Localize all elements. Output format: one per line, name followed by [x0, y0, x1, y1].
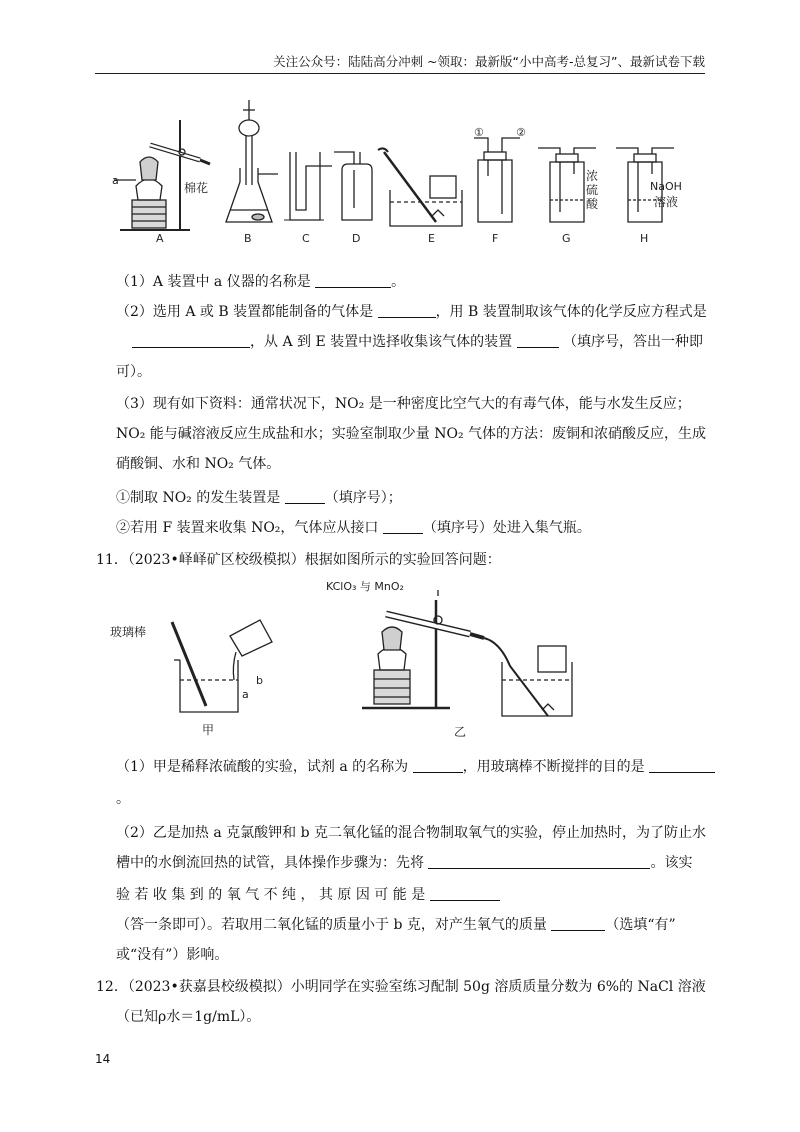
g-liquid-2: 硫	[586, 183, 599, 197]
q10-part3-line2: NO₂ 能与碱溶液反应生成盐和水；实验室制取少量 NO₂ 气体的方法：废铜和浓硝酸反应，生成	[116, 426, 707, 442]
h-liquid-1: NaOH	[650, 180, 682, 193]
label-G: G	[562, 232, 571, 245]
answer-blank[interactable]	[132, 333, 250, 348]
g-liquid-3: 酸	[586, 197, 599, 211]
q11-part2-line2: 槽中的水倒流回热的试管，具体操作步骤为：先将 。该实	[116, 855, 693, 871]
label-cotton: 棉花	[184, 181, 209, 195]
q11-part2-line1: （2）乙是加热 a 克氯酸钾和 b 克二氧化锰的混合物制取氧气的实验，停止加热时，为了防止水	[116, 825, 707, 841]
answer-blank[interactable]	[430, 886, 500, 901]
yi-label: 乙	[454, 725, 467, 739]
answer-blank[interactable]	[551, 916, 605, 931]
q10-part3-line3: 硝酸铜、水和 NO₂ 气体。	[116, 456, 281, 472]
q11-part1-line1: （1）甲是稀释浓硫酸的实验，试剂 a 的名称为 ，用玻璃棒不断搅拌的目的是	[116, 756, 715, 778]
label-D: D	[352, 232, 361, 245]
answer-blank[interactable]	[413, 758, 463, 773]
q11-part1-line2: 。	[116, 791, 130, 807]
label-C: C	[302, 232, 310, 245]
label-a: a	[112, 174, 119, 187]
label-F: F	[492, 232, 499, 245]
g-liquid-1: 浓	[586, 169, 599, 183]
fig-a-label: a	[242, 688, 249, 701]
q10-part2-line1: （2）选用 A 或 B 装置都能制备的气体是 ，用 B 装置制取该气体的化学反应方程式是	[116, 304, 707, 320]
answer-blank[interactable]	[315, 273, 391, 288]
q10-part2-line3: 可）。	[116, 364, 151, 380]
q11-stem: 11．（2023•峄峄矿区校级模拟）根据如图所示的实验回答问题：	[96, 552, 501, 568]
q10-part1: （1）A 装置中 a 仪器的名称是 。	[116, 274, 406, 290]
jia-label: 甲	[202, 723, 215, 737]
page-number: 14	[95, 1052, 111, 1066]
q11-part2-line3: 验 若 收 集 到 的 氧 气 不 纯 ， 其 原 因 可 能 是	[116, 884, 500, 906]
experiment-figure	[110, 576, 590, 746]
answer-blank[interactable]	[383, 519, 423, 534]
header-rule	[95, 73, 705, 74]
label-B: B	[244, 232, 252, 245]
port-2-label: ②	[516, 126, 526, 139]
h-liquid-2: 溶液	[654, 195, 679, 209]
apparatus-figure	[110, 90, 690, 250]
label-H: H	[640, 232, 649, 245]
page-header: 关注公众号：陆陆高分冲刺 ~领取：最新版“小中高考-总复习”、最新试卷下载	[273, 54, 705, 69]
answer-blank[interactable]	[649, 758, 715, 773]
q10-part2-line2: ，从 A 到 E 装置中选择收集该气体的装置 （填序号，答出一种即	[132, 331, 703, 353]
q11-part2-line5: 或“没有”）影响。	[116, 947, 229, 963]
glass-rod-label: 玻璃棒	[110, 625, 147, 639]
answer-blank[interactable]	[517, 333, 559, 348]
answer-blank[interactable]	[378, 303, 436, 318]
q12-stem: 12．（2023•获嘉县校级模拟）小明同学在实验室练习配制 50g 溶质质量分数为 6%的 NaCl 溶液	[96, 979, 706, 995]
q11-part2-line4: （答一条即可）。若取用二氧化锰的质量小于 b 克，对产生氧气的质量 （选填“有”	[116, 917, 676, 933]
fig-b-label: b	[256, 674, 263, 687]
q12-stem-line2: （已知ρ水＝1g/mL）。	[116, 1009, 261, 1025]
label-E: E	[428, 232, 435, 245]
q10-part4: ①制取 NO₂ 的发生装置是 （填序号）；	[116, 490, 402, 506]
port-1-label: ①	[474, 126, 484, 139]
answer-blank[interactable]	[285, 489, 325, 504]
label-A: A	[156, 232, 164, 245]
q10-part3-line1: （3）现有如下资料：通常状况下，NO₂ 是一种密度比空气大的有毒气体，能与水发生反应；	[116, 396, 691, 412]
answer-blank[interactable]	[428, 854, 650, 869]
kclo3-label: KClO₃ 与 MnO₂	[326, 580, 404, 593]
q10-part5: ②若用 F 装置来收集 NO₂，气体应从接口 （填序号）处进入集气瓶。	[116, 520, 591, 536]
